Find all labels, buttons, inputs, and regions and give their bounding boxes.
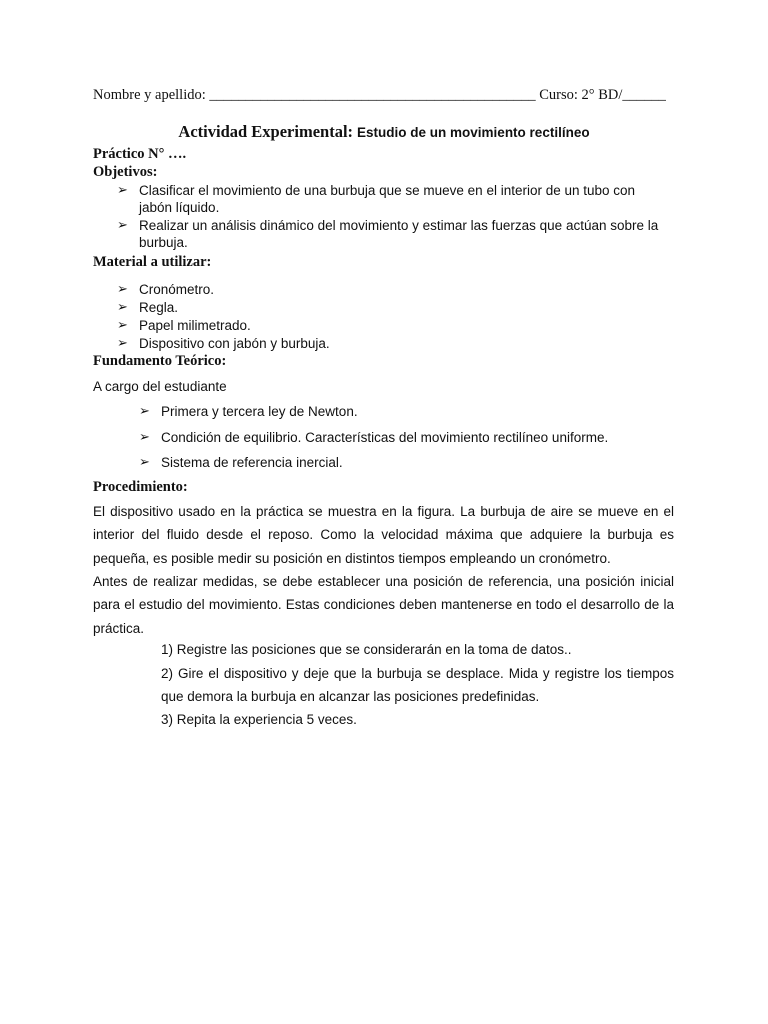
fundamento-text: Condición de equilibrio. Características del movimiento rectilíneo uniforme. xyxy=(161,430,609,445)
objetivo-item-2 xyxy=(117,217,677,253)
title-subtitle: Estudio de un movimiento rectilíneo xyxy=(357,125,590,140)
fundamento-heading: Fundamento Teórico: xyxy=(93,353,227,369)
arrow-bullet-icon: ➢ xyxy=(139,455,150,470)
objetivos-heading: Objetivos: xyxy=(93,164,158,180)
fundamento-item-1 xyxy=(139,403,679,421)
page-title xyxy=(0,122,768,142)
arrow-bullet-icon: ➢ xyxy=(117,183,128,198)
fundamento-text: Sistema de referencia inercial. xyxy=(161,455,343,470)
objetivo-item-1 xyxy=(117,182,677,218)
title-main: Actividad Experimental: xyxy=(178,122,354,141)
arrow-bullet-icon: ➢ xyxy=(117,218,128,233)
arrow-bullet-icon: ➢ xyxy=(139,404,150,419)
practico-number: Práctico N° …. xyxy=(93,146,187,162)
fundamento-text: Primera y tercera ley de Newton. xyxy=(161,404,358,419)
material-item-2 xyxy=(117,299,517,317)
material-text: Papel milimetrado. xyxy=(139,318,251,333)
fundamento-item-3 xyxy=(139,454,679,472)
material-text: Regla. xyxy=(139,300,179,315)
material-item-1 xyxy=(117,281,517,299)
material-item-4 xyxy=(117,335,517,353)
material-heading: Material a utilizar: xyxy=(93,254,212,270)
fundamento-item-2 xyxy=(139,429,679,447)
procedimiento-step-2: 2) Gire el dispositivo y deje que la burbuja se desplace. Mida y registre los tiempos que demora la burbuja en alcanzar las posiciones predefinidas. xyxy=(161,666,674,705)
arrow-bullet-icon: ➢ xyxy=(139,430,150,445)
procedimiento-step-1: 1) Registre las posiciones que se considerarán en la toma de datos.. xyxy=(161,642,572,657)
material-item-3 xyxy=(117,317,517,335)
arrow-bullet-icon: ➢ xyxy=(117,300,128,315)
arrow-bullet-icon: ➢ xyxy=(117,336,128,351)
material-text: Dispositivo con jabón y burbuja. xyxy=(139,336,330,351)
procedimiento-heading: Procedimiento: xyxy=(93,479,188,495)
procedimiento-paragraph-1: El dispositivo usado en la práctica se muestra en la figura. La burbuja de aire se mueve en el interior del fluido desde el reposo. Como la velocidad máxima que adquiere la burbuja es pequeña, es posible medir su posición en distintos tiempos empleando un cronómetro. xyxy=(93,504,674,566)
material-text: Cronómetro. xyxy=(139,282,215,297)
student-name-course-line: Nombre y apellido: _____________________________________________ Curso: 2° BD/______ xyxy=(93,87,666,103)
fundamento-intro: A cargo del estudiante xyxy=(93,379,227,394)
objetivo-text: Clasificar el movimiento de una burbuja que se mueve en el interior de un tubo con jabón líquido. xyxy=(139,183,636,215)
procedimiento-paragraph-2: Antes de realizar medidas, se debe establecer una posición de referencia, una posición inicial para el estudio del movimiento. Estas condiciones deben mantenerse en todo el desarrollo de la práctica. xyxy=(93,574,674,636)
objetivo-text: Realizar un análisis dinámico del movimiento y estimar las fuerzas que actúan sobre la burbuja. xyxy=(139,218,659,250)
arrow-bullet-icon: ➢ xyxy=(117,318,128,333)
arrow-bullet-icon: ➢ xyxy=(117,282,128,297)
procedimiento-step-3: 3) Repita la experiencia 5 veces. xyxy=(161,712,357,727)
